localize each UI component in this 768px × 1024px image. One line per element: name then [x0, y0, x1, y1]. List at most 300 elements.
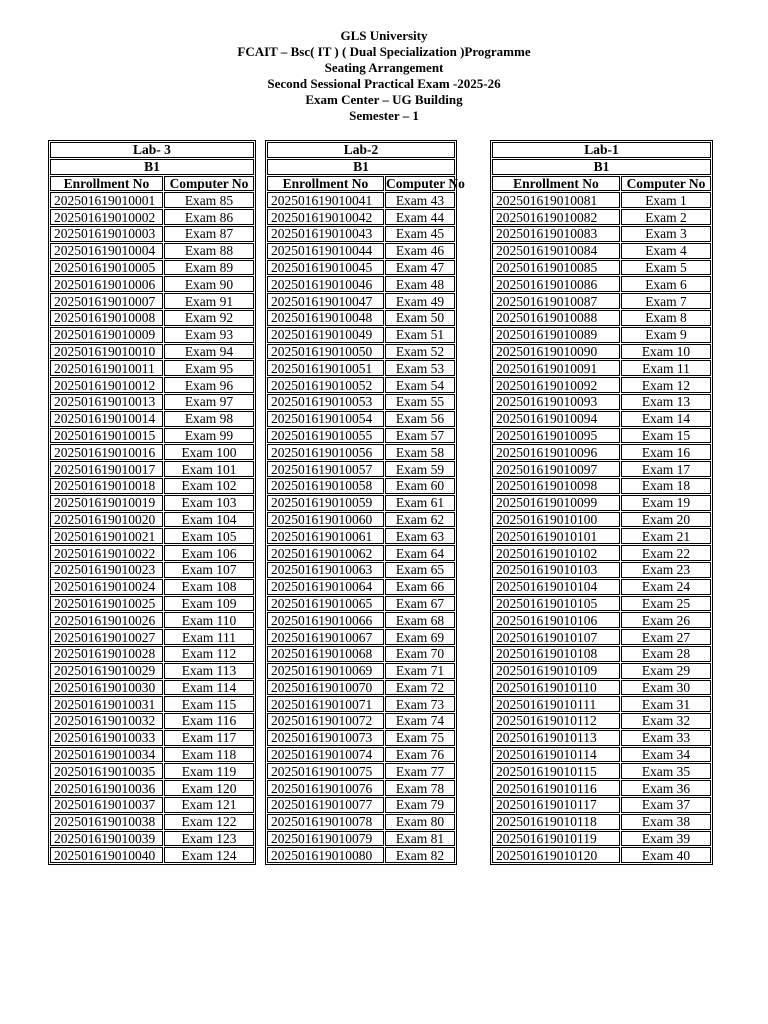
table-row	[267, 763, 455, 779]
computer-number: Exam 122	[164, 814, 254, 830]
computer-number: Exam 43	[385, 192, 455, 208]
table-row	[492, 512, 711, 528]
table-row	[50, 545, 254, 561]
table-row	[267, 747, 455, 763]
table-row	[50, 763, 254, 779]
table-row	[492, 377, 711, 393]
enrollment-number: 202501619010097	[492, 461, 620, 477]
computer-number: Exam 20	[621, 512, 711, 528]
block-name: B1	[50, 159, 254, 175]
computer-number: Exam 68	[385, 612, 455, 628]
enrollment-number: 202501619010111	[492, 696, 620, 712]
table-row	[492, 528, 711, 544]
computer-number: Exam 38	[621, 814, 711, 830]
table-row	[492, 596, 711, 612]
enrollment-number: 202501619010017	[50, 461, 163, 477]
computer-number: Exam 72	[385, 680, 455, 696]
computer-number: Exam 35	[621, 763, 711, 779]
computer-number: Exam 53	[385, 360, 455, 376]
table-row	[492, 663, 711, 679]
table-row	[492, 360, 711, 376]
enrollment-number: 202501619010118	[492, 814, 620, 830]
enrollment-column-header: Enrollment No	[267, 176, 384, 192]
enrollment-number: 202501619010091	[492, 360, 620, 376]
enrollment-number: 202501619010005	[50, 260, 163, 276]
computer-column-header: Computer No	[621, 176, 711, 192]
table-row	[267, 209, 455, 225]
enrollment-column-header: Enrollment No	[492, 176, 620, 192]
table-row	[50, 663, 254, 679]
enrollment-number: 202501619010056	[267, 444, 384, 460]
table-row	[50, 461, 254, 477]
table-row	[267, 831, 455, 847]
computer-number: Exam 25	[621, 596, 711, 612]
table-row	[50, 629, 254, 645]
document-title: Seating Arrangement	[324, 60, 444, 75]
computer-number: Exam 22	[621, 545, 711, 561]
computer-number: Exam 112	[164, 646, 254, 662]
computer-number: Exam 66	[385, 579, 455, 595]
computer-number: Exam 13	[621, 394, 711, 410]
table-row	[267, 629, 455, 645]
lab-1-seating-table	[490, 140, 713, 865]
table-row	[492, 696, 711, 712]
computer-number: Exam 46	[385, 243, 455, 259]
enrollment-number: 202501619010059	[267, 495, 384, 511]
computer-number: Exam 29	[621, 663, 711, 679]
table-row	[492, 780, 711, 796]
table-row	[50, 780, 254, 796]
enrollment-number: 202501619010032	[50, 713, 163, 729]
computer-number: Exam 2	[621, 209, 711, 225]
table-row	[492, 847, 711, 863]
enrollment-number: 202501619010109	[492, 663, 620, 679]
enrollment-number: 202501619010067	[267, 629, 384, 645]
table-row	[267, 528, 455, 544]
table-row	[50, 226, 254, 242]
enrollment-number: 202501619010096	[492, 444, 620, 460]
table-row	[50, 478, 254, 494]
enrollment-number: 202501619010043	[267, 226, 384, 242]
enrollment-number: 202501619010037	[50, 797, 163, 813]
table-row	[267, 696, 455, 712]
computer-number: Exam 91	[164, 293, 254, 309]
table-row	[492, 327, 711, 343]
table-row	[492, 646, 711, 662]
computer-number: Exam 124	[164, 847, 254, 863]
enrollment-number: 202501619010015	[50, 428, 163, 444]
computer-number: Exam 16	[621, 444, 711, 460]
table-row	[50, 310, 254, 326]
enrollment-number: 202501619010039	[50, 831, 163, 847]
computer-number: Exam 40	[621, 847, 711, 863]
enrollment-number: 202501619010095	[492, 428, 620, 444]
table-row	[50, 360, 254, 376]
table-row	[492, 428, 711, 444]
enrollment-number: 202501619010029	[50, 663, 163, 679]
table-row	[267, 680, 455, 696]
table-row	[492, 226, 711, 242]
table-row	[50, 260, 254, 276]
computer-number: Exam 115	[164, 696, 254, 712]
table-row	[267, 411, 455, 427]
computer-number: Exam 65	[385, 562, 455, 578]
block-name: B1	[267, 159, 455, 175]
enrollment-number: 202501619010068	[267, 646, 384, 662]
enrollment-number: 202501619010027	[50, 629, 163, 645]
enrollment-number: 202501619010113	[492, 730, 620, 746]
enrollment-number: 202501619010050	[267, 344, 384, 360]
computer-number: Exam 4	[621, 243, 711, 259]
computer-number: Exam 121	[164, 797, 254, 813]
computer-number: Exam 3	[621, 226, 711, 242]
table-row	[50, 831, 254, 847]
table-row	[267, 797, 455, 813]
enrollment-number: 202501619010031	[50, 696, 163, 712]
computer-number: Exam 33	[621, 730, 711, 746]
enrollment-number: 202501619010120	[492, 847, 620, 863]
computer-number: Exam 69	[385, 629, 455, 645]
enrollment-number: 202501619010060	[267, 512, 384, 528]
enrollment-number: 202501619010047	[267, 293, 384, 309]
enrollment-number: 202501619010080	[267, 847, 384, 863]
computer-number: Exam 60	[385, 478, 455, 494]
computer-number: Exam 123	[164, 831, 254, 847]
enrollment-number: 202501619010078	[267, 814, 384, 830]
computer-number: Exam 26	[621, 612, 711, 628]
computer-number: Exam 23	[621, 562, 711, 578]
computer-column-header: Computer No	[386, 175, 465, 191]
enrollment-number: 202501619010022	[50, 545, 163, 561]
enrollment-number: 202501619010075	[267, 763, 384, 779]
table-row	[267, 243, 455, 259]
enrollment-number: 202501619010024	[50, 579, 163, 595]
computer-number: Exam 18	[621, 478, 711, 494]
computer-number: Exam 51	[385, 327, 455, 343]
enrollment-number: 202501619010100	[492, 512, 620, 528]
computer-number: Exam 17	[621, 461, 711, 477]
enrollment-number: 202501619010087	[492, 293, 620, 309]
computer-number: Exam 63	[385, 528, 455, 544]
enrollment-number: 202501619010001	[50, 192, 163, 208]
table-row	[50, 696, 254, 712]
enrollment-number: 202501619010016	[50, 444, 163, 460]
enrollment-number: 202501619010082	[492, 209, 620, 225]
computer-number: Exam 118	[164, 747, 254, 763]
table-row	[50, 243, 254, 259]
table-row	[50, 562, 254, 578]
computer-number: Exam 70	[385, 646, 455, 662]
enrollment-number: 202501619010046	[267, 276, 384, 292]
table-row	[492, 831, 711, 847]
table-row	[267, 260, 455, 276]
enrollment-number: 202501619010098	[492, 478, 620, 494]
table-row	[267, 646, 455, 662]
computer-number: Exam 75	[385, 730, 455, 746]
enrollment-number: 202501619010006	[50, 276, 163, 292]
computer-number: Exam 113	[164, 663, 254, 679]
enrollment-number: 202501619010110	[492, 680, 620, 696]
table-row	[492, 209, 711, 225]
computer-number: Exam 92	[164, 310, 254, 326]
table-row	[492, 243, 711, 259]
computer-number: Exam 85	[164, 192, 254, 208]
table-row	[492, 763, 711, 779]
table-row	[267, 310, 455, 326]
programme-name: FCAIT – Bsc( IT ) ( Dual Specialization )Programme	[237, 44, 531, 59]
enrollment-number: 202501619010061	[267, 528, 384, 544]
enrollment-number: 202501619010081	[492, 192, 620, 208]
enrollment-column-header: Enrollment No	[50, 176, 163, 192]
enrollment-number: 202501619010071	[267, 696, 384, 712]
enrollment-number: 202501619010074	[267, 747, 384, 763]
table-row	[50, 377, 254, 393]
table-row	[492, 444, 711, 460]
enrollment-number: 202501619010057	[267, 461, 384, 477]
table-row	[267, 478, 455, 494]
table-row	[492, 293, 711, 309]
enrollment-number: 202501619010044	[267, 243, 384, 259]
computer-number: Exam 9	[621, 327, 711, 343]
computer-number: Exam 6	[621, 276, 711, 292]
computer-number: Exam 71	[385, 663, 455, 679]
enrollment-number: 202501619010069	[267, 663, 384, 679]
table-row	[492, 260, 711, 276]
table-row	[492, 344, 711, 360]
table-row	[267, 226, 455, 242]
computer-number: Exam 109	[164, 596, 254, 612]
enrollment-number: 202501619010105	[492, 596, 620, 612]
table-row	[50, 528, 254, 544]
document-header	[0, 28, 768, 124]
enrollment-number: 202501619010038	[50, 814, 163, 830]
table-row	[50, 411, 254, 427]
enrollment-number: 202501619010053	[267, 394, 384, 410]
computer-number: Exam 55	[385, 394, 455, 410]
table-row	[50, 192, 254, 208]
table-row	[492, 629, 711, 645]
computer-number: Exam 105	[164, 528, 254, 544]
lab-name: Lab-1	[492, 142, 711, 158]
table-row	[267, 377, 455, 393]
table-row	[492, 579, 711, 595]
computer-number: Exam 36	[621, 780, 711, 796]
table-row	[267, 192, 455, 208]
table-row	[492, 747, 711, 763]
table-row	[492, 730, 711, 746]
enrollment-number: 202501619010085	[492, 260, 620, 276]
computer-number: Exam 48	[385, 276, 455, 292]
table-row	[267, 293, 455, 309]
computer-number: Exam 27	[621, 629, 711, 645]
computer-number: Exam 101	[164, 461, 254, 477]
lab-name: Lab-2	[267, 142, 455, 158]
table-row	[267, 730, 455, 746]
table-row	[492, 814, 711, 830]
enrollment-number: 202501619010099	[492, 495, 620, 511]
computer-number: Exam 114	[164, 680, 254, 696]
computer-number: Exam 19	[621, 495, 711, 511]
table-row	[50, 327, 254, 343]
enrollment-number: 202501619010012	[50, 377, 163, 393]
computer-number: Exam 90	[164, 276, 254, 292]
enrollment-number: 202501619010101	[492, 528, 620, 544]
enrollment-number: 202501619010054	[267, 411, 384, 427]
computer-number: Exam 30	[621, 680, 711, 696]
computer-number: Exam 107	[164, 562, 254, 578]
table-row	[267, 327, 455, 343]
table-row	[267, 360, 455, 376]
enrollment-number: 202501619010090	[492, 344, 620, 360]
computer-number: Exam 98	[164, 411, 254, 427]
table-row	[492, 495, 711, 511]
enrollment-number: 202501619010072	[267, 713, 384, 729]
table-row	[267, 444, 455, 460]
enrollment-number: 202501619010019	[50, 495, 163, 511]
computer-number: Exam 47	[385, 260, 455, 276]
table-row	[50, 209, 254, 225]
enrollment-number: 202501619010086	[492, 276, 620, 292]
enrollment-number: 202501619010089	[492, 327, 620, 343]
enrollment-number: 202501619010021	[50, 528, 163, 544]
enrollment-number: 202501619010003	[50, 226, 163, 242]
university-name: GLS University	[340, 28, 428, 43]
semester: Semester – 1	[349, 108, 419, 123]
computer-number: Exam 31	[621, 696, 711, 712]
computer-number: Exam 64	[385, 545, 455, 561]
computer-number: Exam 95	[164, 360, 254, 376]
enrollment-number: 202501619010079	[267, 831, 384, 847]
computer-number: Exam 24	[621, 579, 711, 595]
computer-number: Exam 10	[621, 344, 711, 360]
computer-number: Exam 45	[385, 226, 455, 242]
computer-number: Exam 110	[164, 612, 254, 628]
table-row	[492, 310, 711, 326]
computer-number: Exam 106	[164, 545, 254, 561]
computer-number: Exam 14	[621, 411, 711, 427]
computer-number: Exam 119	[164, 763, 254, 779]
computer-number: Exam 94	[164, 344, 254, 360]
enrollment-number: 202501619010064	[267, 579, 384, 595]
computer-number: Exam 57	[385, 428, 455, 444]
table-row	[50, 344, 254, 360]
computer-number: Exam 49	[385, 293, 455, 309]
table-row	[267, 461, 455, 477]
lab-2-seating-table	[265, 140, 465, 865]
enrollment-number: 202501619010058	[267, 478, 384, 494]
table-row	[267, 847, 455, 863]
enrollment-number: 202501619010116	[492, 780, 620, 796]
enrollment-number: 202501619010026	[50, 612, 163, 628]
computer-number: Exam 79	[385, 797, 455, 813]
computer-number: Exam 1	[621, 192, 711, 208]
enrollment-number: 202501619010041	[267, 192, 384, 208]
enrollment-number: 202501619010030	[50, 680, 163, 696]
computer-number: Exam 76	[385, 747, 455, 763]
enrollment-number: 202501619010073	[267, 730, 384, 746]
computer-number: Exam 97	[164, 394, 254, 410]
enrollment-number: 202501619010033	[50, 730, 163, 746]
enrollment-number: 202501619010066	[267, 612, 384, 628]
computer-number: Exam 103	[164, 495, 254, 511]
table-row	[50, 579, 254, 595]
computer-number: Exam 77	[385, 763, 455, 779]
enrollment-number: 202501619010045	[267, 260, 384, 276]
table-row	[267, 596, 455, 612]
computer-number: Exam 93	[164, 327, 254, 343]
computer-number: Exam 86	[164, 209, 254, 225]
table-row	[50, 747, 254, 763]
table-row	[267, 579, 455, 595]
table-row	[492, 394, 711, 410]
computer-number: Exam 39	[621, 831, 711, 847]
computer-number: Exam 82	[385, 847, 455, 863]
enrollment-number: 202501619010102	[492, 545, 620, 561]
table-row	[492, 192, 711, 208]
computer-number: Exam 21	[621, 528, 711, 544]
table-row	[50, 612, 254, 628]
computer-number: Exam 88	[164, 243, 254, 259]
enrollment-number: 202501619010117	[492, 797, 620, 813]
table-row	[492, 713, 711, 729]
enrollment-number: 202501619010094	[492, 411, 620, 427]
enrollment-number: 202501619010115	[492, 763, 620, 779]
computer-number: Exam 7	[621, 293, 711, 309]
enrollment-number: 202501619010007	[50, 293, 163, 309]
computer-number: Exam 96	[164, 377, 254, 393]
table-row	[267, 394, 455, 410]
table-row	[492, 680, 711, 696]
computer-number: Exam 37	[621, 797, 711, 813]
table-row	[267, 276, 455, 292]
enrollment-number: 202501619010088	[492, 310, 620, 326]
table-row	[50, 730, 254, 746]
lab-3-seating-table	[48, 140, 256, 865]
table-row	[50, 394, 254, 410]
table-row	[267, 344, 455, 360]
enrollment-number: 202501619010008	[50, 310, 163, 326]
computer-number: Exam 67	[385, 596, 455, 612]
computer-number: Exam 74	[385, 713, 455, 729]
computer-number: Exam 108	[164, 579, 254, 595]
enrollment-number: 202501619010011	[50, 360, 163, 376]
table-row	[50, 680, 254, 696]
computer-number: Exam 117	[164, 730, 254, 746]
computer-number: Exam 34	[621, 747, 711, 763]
enrollment-number: 202501619010107	[492, 629, 620, 645]
table-row	[50, 428, 254, 444]
computer-number: Exam 116	[164, 713, 254, 729]
table-row	[267, 780, 455, 796]
table-row	[267, 663, 455, 679]
table-row	[267, 713, 455, 729]
enrollment-number: 202501619010065	[267, 596, 384, 612]
computer-number: Exam 81	[385, 831, 455, 847]
computer-number: Exam 8	[621, 310, 711, 326]
enrollment-number: 202501619010010	[50, 344, 163, 360]
computer-number: Exam 102	[164, 478, 254, 494]
table-row	[492, 411, 711, 427]
table-row	[267, 612, 455, 628]
computer-number: Exam 58	[385, 444, 455, 460]
table-row	[50, 713, 254, 729]
table-row	[50, 293, 254, 309]
table-row	[50, 646, 254, 662]
table-row	[267, 495, 455, 511]
computer-number: Exam 28	[621, 646, 711, 662]
table-row	[50, 276, 254, 292]
enrollment-number: 202501619010114	[492, 747, 620, 763]
